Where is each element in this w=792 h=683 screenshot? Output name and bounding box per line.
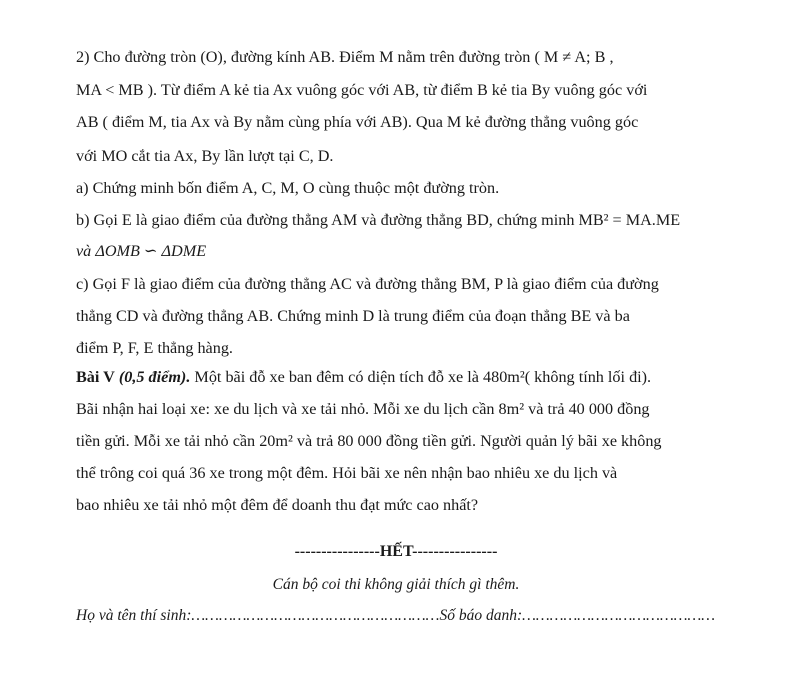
bai5-label: Bài V [76, 368, 115, 386]
candidate-footer [76, 607, 715, 625]
bai5-line-5: bao nhiêu xe tải nhỏ một đêm để doanh thu đạt mức cao nhất? [76, 496, 479, 514]
bai5-line-1 [76, 367, 651, 387]
name-dots: ……………………………………………… [191, 607, 440, 624]
problem-line-1: 2) Cho đường tròn (O), đường kính AB. Điểm M nằm trên đường tròn ( M ≠ A; B , [76, 48, 614, 66]
bai5-line-3: tiền gửi. Mỗi xe tải nhỏ cần 20m² và trả 80 000 đồng tiền gửi. Người quản lý bãi xe không [76, 432, 662, 450]
end-marker: ----------------HẾT---------------- [294, 543, 498, 560]
problem-line-3: AB ( điểm M, tia Ax và By nằm cùng phía với AB). Qua M kẻ đường thẳng vuông góc [76, 113, 639, 131]
name-label: Họ và tên thí sinh: [76, 607, 192, 624]
id-label: Số báo danh: [439, 607, 523, 624]
proctor-note: Cán bộ coi thi không giải thích gì thêm. [272, 576, 520, 593]
part-c-line-2: thẳng CD và đường thẳng AB. Chứng minh D là trung điểm của đoạn thẳng BE và ba [76, 307, 630, 325]
bai5-text-1: Một bãi đỗ xe ban đêm có diện tích đỗ xe là 480m²( không tính lối đi). [194, 368, 652, 386]
part-a: a) Chứng minh bốn điểm A, C, M, O cùng thuộc một đường tròn. [76, 179, 500, 197]
problem-line-4: với MO cắt tia Ax, By lần lượt tại C, D. [76, 147, 334, 165]
part-c-line-3: điểm P, F, E thẳng hàng. [76, 339, 233, 357]
bai5-line-4: thể trông coi quá 36 xe trong một đêm. Hỏi bãi xe nên nhận bao nhiêu xe du lịch và [76, 464, 618, 482]
bai5-line-2: Bãi nhận hai loại xe: xe du lịch và xe tải nhỏ. Mỗi xe du lịch cần 8m² và trả 40 000 đồng [76, 400, 650, 418]
bai5-points: (0,5 điểm). [118, 368, 191, 386]
part-b-line-2: và ΔOMB ∽ ΔDME [76, 242, 207, 260]
id-dots: …………………………………… [522, 607, 716, 624]
problem-line-2: MA < MB ). Từ điểm A kẻ tia Ax vuông góc với AB, từ điểm B kẻ tia By vuông góc với [76, 81, 648, 99]
part-b-line-1: b) Gọi E là giao điểm của đường thẳng AM và đường thẳng BD, chứng minh MB² = MA.ME [76, 211, 681, 229]
part-c-line-1: c) Gọi F là giao điểm của đường thẳng AC và đường thẳng BM, P là giao điểm của đường [76, 275, 659, 293]
